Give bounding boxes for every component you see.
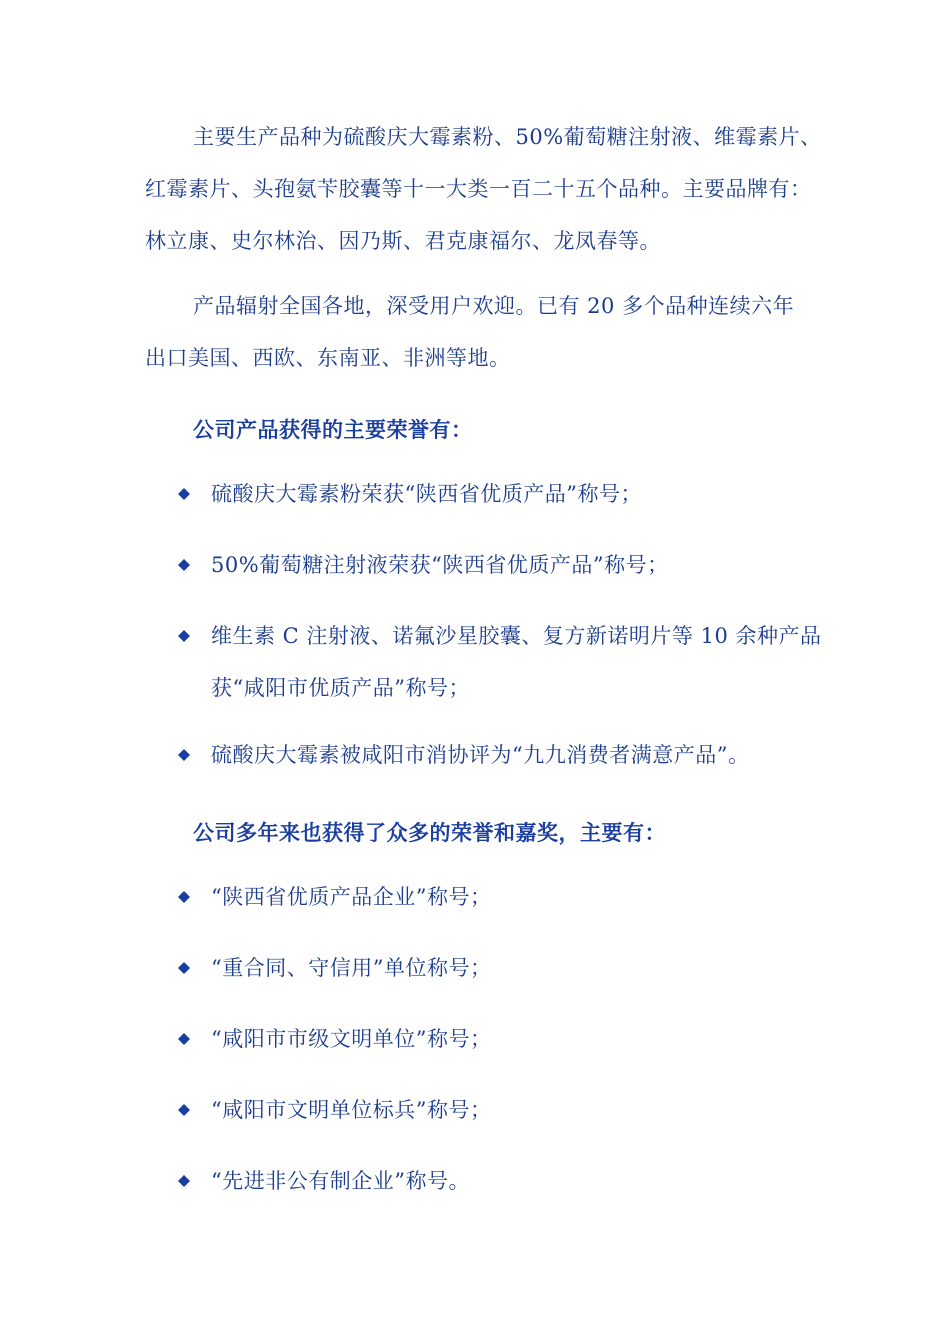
company-honor-item bbox=[178, 871, 818, 923]
diamond-icon bbox=[178, 559, 190, 571]
company-honor-text: “咸阳市文明单位标兵”称号； bbox=[211, 1098, 492, 1122]
product-honor-text: 50%葡萄糖注射液荣获“陕西省优质产品”称号； bbox=[211, 553, 669, 577]
diamond-icon bbox=[178, 1175, 190, 1187]
intro-line: 林立康、史尔林治、因乃斯、君克康福尔、龙凤春等。 bbox=[145, 229, 661, 253]
company-honor-text: “先进非公有制企业”称号。 bbox=[211, 1169, 470, 1193]
company-honors-heading: 公司多年来也获得了众多的荣誉和嘉奖，主要有： bbox=[193, 820, 666, 845]
intro-line: 主要生产品种为硫酸庆大霉素粉、50%葡萄糖注射液、维霉素片、 bbox=[193, 125, 822, 149]
product-honor-item bbox=[178, 610, 822, 714]
diamond-icon bbox=[178, 1104, 190, 1116]
diamond-icon bbox=[178, 962, 190, 974]
company-honor-item bbox=[178, 1084, 818, 1136]
export-paragraph bbox=[145, 280, 815, 384]
product-honor-text: 获“咸阳市优质产品”称号； bbox=[211, 676, 470, 700]
product-honor-item bbox=[178, 729, 818, 781]
intro-line: 红霉素片、头孢氨苄胶囊等十一大类一百二十五个品种。主要品牌有： bbox=[145, 177, 812, 201]
company-honor-item bbox=[178, 942, 818, 994]
export-line: 产品辐射全国各地，深受用户欢迎。已有 20 多个品种连续六年 bbox=[193, 294, 795, 318]
diamond-icon bbox=[178, 749, 190, 761]
diamond-icon bbox=[178, 1033, 190, 1045]
company-honor-text: “重合同、守信用”单位称号； bbox=[211, 956, 492, 980]
export-line: 出口美国、西欧、东南亚、非洲等地。 bbox=[145, 346, 511, 370]
intro-paragraph bbox=[145, 111, 822, 267]
diamond-icon bbox=[178, 630, 190, 642]
product-honor-text: 维生素 C 注射液、诺氟沙星胶囊、复方新诺明片等 10 余种产品 bbox=[211, 624, 822, 648]
company-honor-text: “咸阳市市级文明单位”称号； bbox=[211, 1027, 492, 1051]
product-honor-text: 硫酸庆大霉素粉荣获“陕西省优质产品”称号； bbox=[211, 482, 642, 506]
company-honor-item bbox=[178, 1013, 818, 1065]
company-honor-text: “陕西省优质产品企业”称号； bbox=[211, 885, 492, 909]
diamond-icon bbox=[178, 488, 190, 500]
product-honor-item bbox=[178, 539, 818, 591]
product-honors-heading: 公司产品获得的主要荣誉有： bbox=[193, 417, 473, 442]
diamond-icon bbox=[178, 891, 190, 903]
product-honor-text: 硫酸庆大霉素被咸阳市消协评为“九九消费者满意产品”。 bbox=[211, 743, 750, 767]
product-honor-item bbox=[178, 468, 818, 520]
company-honor-item bbox=[178, 1155, 818, 1207]
